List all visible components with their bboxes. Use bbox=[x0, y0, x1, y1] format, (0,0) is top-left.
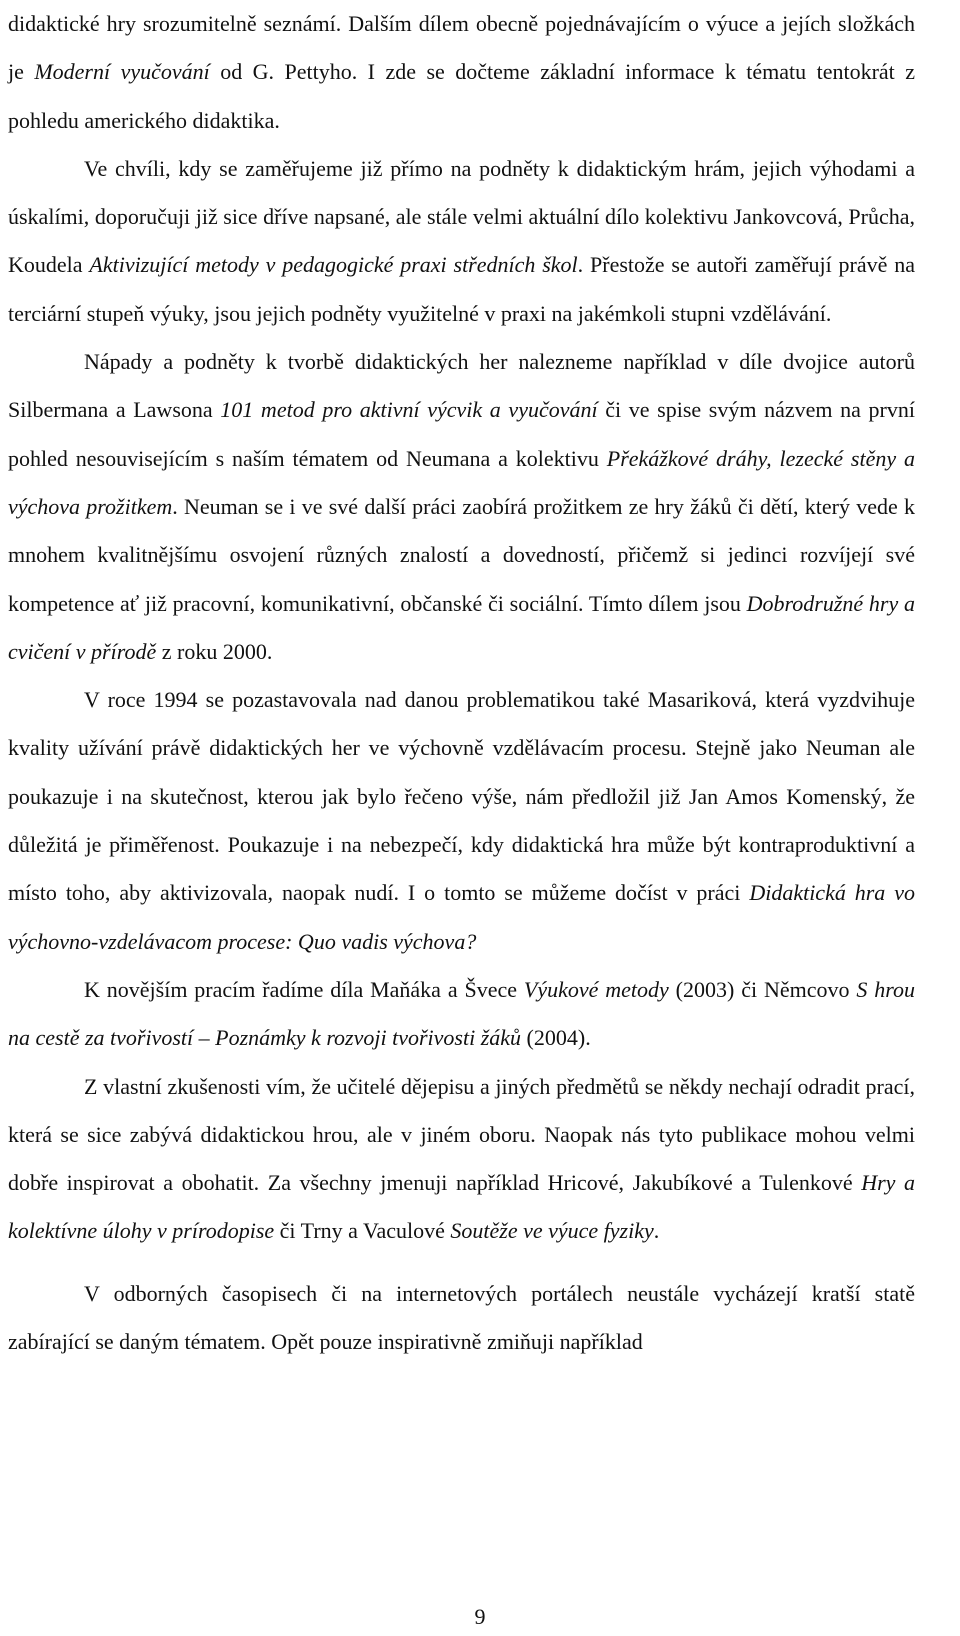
paragraph-newer-works bbox=[8, 966, 915, 1063]
paragraph-game-ideas bbox=[8, 338, 915, 676]
text-run: V odborných časopisech či na internetových portálech neustále vycházejí kratší statě zabírající se daným tématem. Opět pouze inspirativně zmiňuji například bbox=[8, 1280, 915, 1355]
text-run: Z vlastní zkušenosti vím, že učitelé dějepisu a jiných předmětů se někdy nechají odradit prací, která se sice zabývá didaktickou hrou, ale v jiném oboru. Naopak nás tyto publikace mohou velmi dobře inspirovat a obohatit. Za všechny jmenuji například Hricové, Jakubíkové a Tulenkové bbox=[8, 1073, 915, 1196]
italic-title: Hry a kolektívne úlohy v prírodopise bbox=[8, 1170, 915, 1244]
italic-title: Překážkové dráhy, lezecké stěny a výchova prožitkem bbox=[8, 445, 915, 519]
text-run: či Trny a Vaculové bbox=[274, 1218, 451, 1244]
italic-title: Dobrodružné hry a cvičení v přírodě bbox=[8, 590, 915, 664]
italic-title: Didaktická hra vo výchovno-vzdelávacom procese: Quo vadis výchova? bbox=[8, 880, 915, 954]
text-run: V roce 1994 se pozastavovala nad danou problematikou také Masariková, která vyzdvihuje kvality užívání právě didaktických her ve výchovně vzdělávacím procesu. Stejně jako Neuman ale poukazuje i na skutečnost, kterou jak bylo řečeno výše, nám předložil již Jan Amos Komenský, že důležitá je přiměřenost. Poukazuje i na nebezpečí, kdy didaktická hra může být kontraproduktivní a místo toho, aby aktivizovala, naopak nudí. I o tomto se můžeme dočíst v práci bbox=[8, 687, 915, 906]
italic-title: Moderní vyučování bbox=[34, 59, 210, 85]
text-run: . bbox=[653, 1218, 660, 1244]
text-run: . Přestože se autoři zaměřují právě na terciární stupeň výuky, jsou jejich podněty využitelné v praxi na jakémkoli stupni vzdělávání. bbox=[8, 252, 916, 326]
text-run: didaktické hry srozumitelně seznámí. Dalším dílem obecně pojednávajícím o výuce a jejích složkách je bbox=[8, 11, 915, 85]
italic-title: Výukové metody bbox=[523, 976, 669, 1002]
text-run: (2003) či Němcovo bbox=[668, 976, 857, 1002]
italic-title: Aktivizující metody v pedagogické praxi středních škol bbox=[89, 252, 578, 278]
text-run: . Neuman se i ve své další práci zaobírá prožitkem ze hry žáků či dětí, který vede k mnohem kvalitnějšímu osvojení různých znalostí a dovedností, přičemž si jedinci rozvíjejí své kompetence ať již pracovní, komunikativní, občanské či sociální. Tímto dílem jsou bbox=[8, 493, 915, 616]
italic-title: S hrou na cestě za tvořivostí – Poznámky k rozvoji tvořivosti žáků bbox=[8, 976, 915, 1051]
italic-title: Soutěže ve výuce fyziky bbox=[450, 1218, 654, 1244]
paragraph-personal-experience bbox=[8, 1063, 915, 1256]
paragraph-masarikova bbox=[8, 676, 915, 966]
page-number: 9 bbox=[474, 1604, 486, 1629]
italic-title: 101 metod pro aktivní výcvik a vyučování bbox=[220, 397, 598, 423]
paragraph-didactic-games-sources bbox=[8, 145, 915, 338]
text-run: K novějším pracím řadíme díla Maňáka a Švece bbox=[84, 976, 524, 1002]
text-run: z roku 2000. bbox=[156, 638, 273, 664]
text-run: Ve chvíli, kdy se zaměřujeme již přímo na podněty k didaktickým hrám, jejich výhodami a úskalími, doporučuji již sice dříve napsané, ale stále velmi aktuální dílo kolektivu Jankovcová, Průcha, Koudela bbox=[8, 155, 915, 278]
text-run: či ve spise svým názvem na první pohled nesouvisejícím s naším tématem od Neumana a kolektivu bbox=[8, 397, 915, 471]
body-text bbox=[8, 0, 915, 1366]
text-run: Nápady a podněty k tvorbě didaktických her nalezneme například v díle dvojice autorů Silbermana a Lawsona bbox=[8, 349, 915, 423]
text-run: od G. Pettyho. I zde se dočteme základní informace k tématu tentokrát z pohledu amerického didaktika. bbox=[8, 59, 916, 133]
paragraph-journals bbox=[8, 1270, 915, 1367]
text-run: (2004). bbox=[521, 1025, 591, 1051]
paragraph-continuation bbox=[8, 0, 915, 145]
